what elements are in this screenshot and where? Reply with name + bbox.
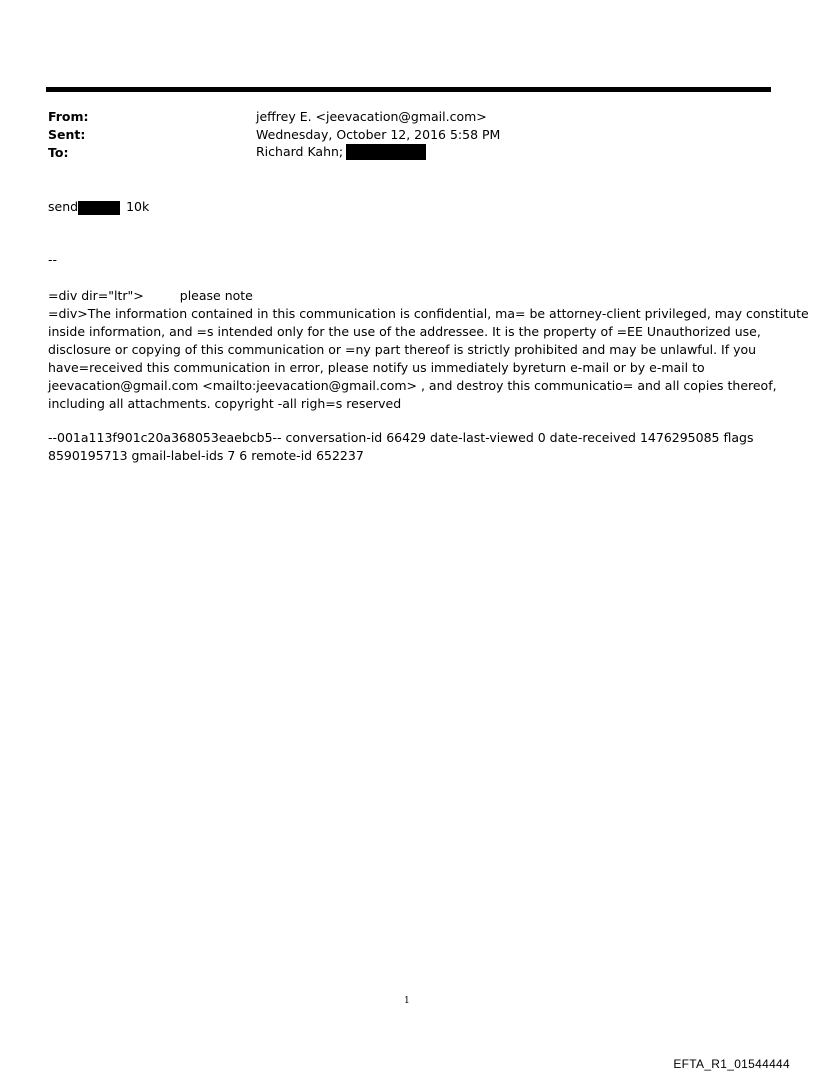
- disclaimer-line: jeevacation@gmail.com <mailto:jeevacation@gmail.com> , and destroy this communicatio= and all copies thereof,: [48, 378, 777, 393]
- div-open-line: [48, 287, 770, 305]
- redaction-box: [78, 201, 120, 215]
- send-amount: 10k: [126, 199, 150, 214]
- to-label: To:: [48, 144, 69, 160]
- disclaimer-line: =div>The information contained in this communication is confidential, ma= be attorney-client privileged, may constitute: [48, 306, 809, 321]
- document-id: EFTA_R1_01544444: [673, 1057, 790, 1071]
- disclaimer-line: including all attachments. copyright -all righ=s reserved: [48, 396, 402, 411]
- metadata-line: --001a113f901c20a368053eaebcb5-- conversation-id 66429 date-last-viewed 0 date-received 1476295085 flags: [48, 430, 754, 445]
- from-value: jeffrey E. <jeevacation@gmail.com>: [256, 108, 487, 124]
- top-rule: [46, 87, 771, 92]
- metadata-block: [48, 429, 770, 465]
- disclaimer-line: have=received this communication in error, please notify us immediately byreturn e-mail or by e-mail to: [48, 360, 705, 375]
- signature-separator: --: [48, 252, 58, 267]
- email-header: [48, 107, 768, 161]
- send-line: [48, 199, 149, 215]
- please-note-text: please note: [179, 288, 253, 303]
- div-open-text: =div dir="ltr">: [48, 288, 144, 303]
- metadata-line: 8590195713 gmail-label-ids 7 6 remote-id 652237: [48, 448, 364, 463]
- to-value-wrapper: [256, 144, 768, 161]
- page-number: 1: [404, 996, 410, 1006]
- to-row: [48, 143, 768, 161]
- from-row: [48, 107, 768, 125]
- disclaimer-block: [48, 287, 809, 413]
- to-value: Richard Kahn;: [256, 143, 344, 159]
- disclaimer-line: inside information, and =s intended only for the use of the addressee. It is the property of =EE Unauthorized use,: [48, 324, 761, 339]
- sent-row: [48, 125, 768, 143]
- disclaimer-line: disclosure or copying of this communication or =ny part thereof is strictly prohibited and may be unlawful. If you: [48, 342, 757, 357]
- send-word: send: [48, 199, 79, 214]
- from-label: From:: [48, 108, 89, 124]
- sent-label: Sent:: [48, 126, 86, 142]
- sent-value: Wednesday, October 12, 2016 5:58 PM: [256, 126, 501, 142]
- redaction-box: [346, 144, 426, 160]
